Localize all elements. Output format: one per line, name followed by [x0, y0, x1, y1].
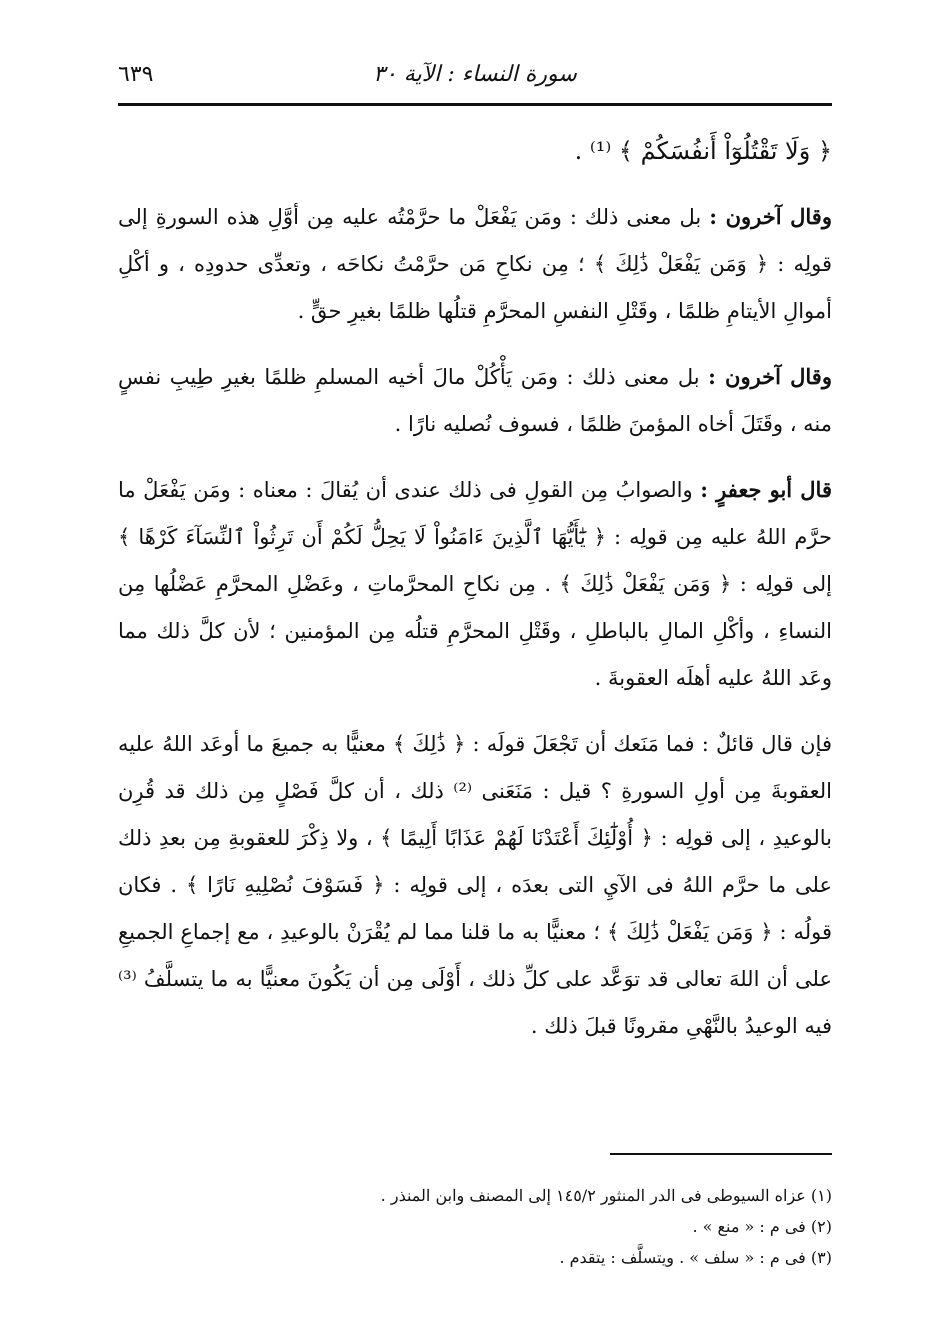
footnote-3: (٣) فى م : « سلف » . ويتسلَّف : يتقدم . — [559, 1248, 832, 1267]
paragraph-text: بل معنى ذلك : ومَن يَفْعَلْ ما حرَّمْتُه عليه مِن أوَّلِ هذه السورةِ إلى قولِه : ﴿ وَمَن يَفْعَلْ ذَٰلِكَ ﴾ ؛ مِن نكاحِ مَن حرَّمْتُ نكاحَه ، وتعدِّى حدودِه ، و أكْلِ أموالِ الأيتامِ ظلمًا ، وقَتْلِ النفسِ المحرَّمِ قتلُها ظلمًا بغيرِ حقٍّ . — [118, 205, 832, 323]
main-text — [118, 128, 832, 1068]
paragraph-text: فإن قال قائلٌ : فما مَنَعك أن تَجْعَلَ قولَه : ﴿ ذَٰلِكَ ﴾ معنيًّا به جميعَ ما أوعَد اللهُ عليه العقوبةَ مِن أولِ السورةِ ؟ قيل : مَنَعَنى ⁽²⁾ ذلك ، أن كلَّ فَصْلٍ مِن ذلك قد قُرِن بالوعيدِ ، إلى قولِه : ﴿ أُوْلَٰٓئِكَ أَعْتَدْنَا لَهُمْ عَذَابًا أَلِيمًا ﴾ ، ولا ذِكْرَ للعقوبةِ مِن بعدِ ذلك على ما حرَّم اللهُ فى الآيِ التى بعدَه ، إلى قولِه : ﴿ فَسَوْفَ نُصْلِيهِ نَارًا ﴾ . فكان قولُه : ﴿ وَمَن يَفْعَلْ ذَٰلِكَ ﴾ ؛ معنيًّا به ما قلنا مما لم يُقْرَنْ بالوعيدِ ، مع إجماعِ الجميعِ على أن اللهَ تعالى قد توَعَّد على كلِّ ذلك ، أَوْلَى مِن أن يَكُونَ معنيًّا به ما يتسلَّفُ ⁽³⁾ فيه الوعيدُ بالنَّهْىِ مقرونًا قبلَ ذلك . — [118, 732, 832, 1038]
paragraph-text: بل معنى ذلك : ومَن يَأْكُلْ مالَ أخيه المسلمِ ظلمًا بغيرِ طِيبِ نفسٍ منه ، وقَتَلَ أخاه المؤمنَ ظلمًا ، فسوف نُصليه نارًا . — [118, 365, 832, 436]
footnote-1: (١) عزاه السيوطى فى الدر المنثور ١٤٥/٢ إلى المصنف وابن المنذر . — [380, 1186, 832, 1205]
verse-quote: ﴿ وَلَا تَقْتُلُوٓاْ أَنفُسَكُمْ ﴾ ⁽¹⁾ . — [574, 137, 832, 165]
running-title: سورة النساء : الآية ٣٠ — [373, 62, 577, 87]
footnote-rule — [610, 1153, 832, 1155]
header-rule — [118, 103, 832, 106]
footnotes — [118, 1180, 832, 1273]
paragraph-lead: وقال آخرون : — [708, 364, 832, 389]
paragraph-1 — [118, 193, 832, 335]
footnote-2: (٢) فى م : « منع » . — [692, 1217, 832, 1236]
paragraph-lead: وقال آخرون : — [709, 204, 832, 229]
page-number: ٦٣٩ — [118, 62, 154, 87]
page-header — [118, 56, 832, 104]
paragraph-lead: قال أبو جعفرٍ : — [700, 477, 832, 502]
paragraph-2 — [118, 353, 832, 448]
paragraph-text: والصوابُ مِن القولِ فى ذلك عندى أن يُقالَ : معناه : ومَن يَفْعَلْ ما حرَّم اللهُ عليه مِن قولِه : ﴿ يَٰٓأَيُّهَا ٱلَّذِينَ ءَامَنُواْ لَا يَحِلُّ لَكُمْ أَن تَرِثُواْ ٱلنِّسَآءَ كَرْهًا ﴾ إلى قولِه : ﴿ وَمَن يَفْعَلْ ذَٰلِكَ ﴾ . مِن نكاحِ المحرَّماتِ ، وعَضْلِ المحرَّمِ عَضْلُها مِن النساءِ ، وأكْلِ المالِ بالباطلِ ، وقَتْلِ المحرَّمِ قتلُه مِن المؤمنين ؛ لأن كلَّ ذلك مما وعَد اللهُ عليه أهلَه العقوبةَ . — [118, 478, 832, 690]
paragraph-4 — [118, 720, 832, 1050]
paragraph-3 — [118, 466, 832, 702]
